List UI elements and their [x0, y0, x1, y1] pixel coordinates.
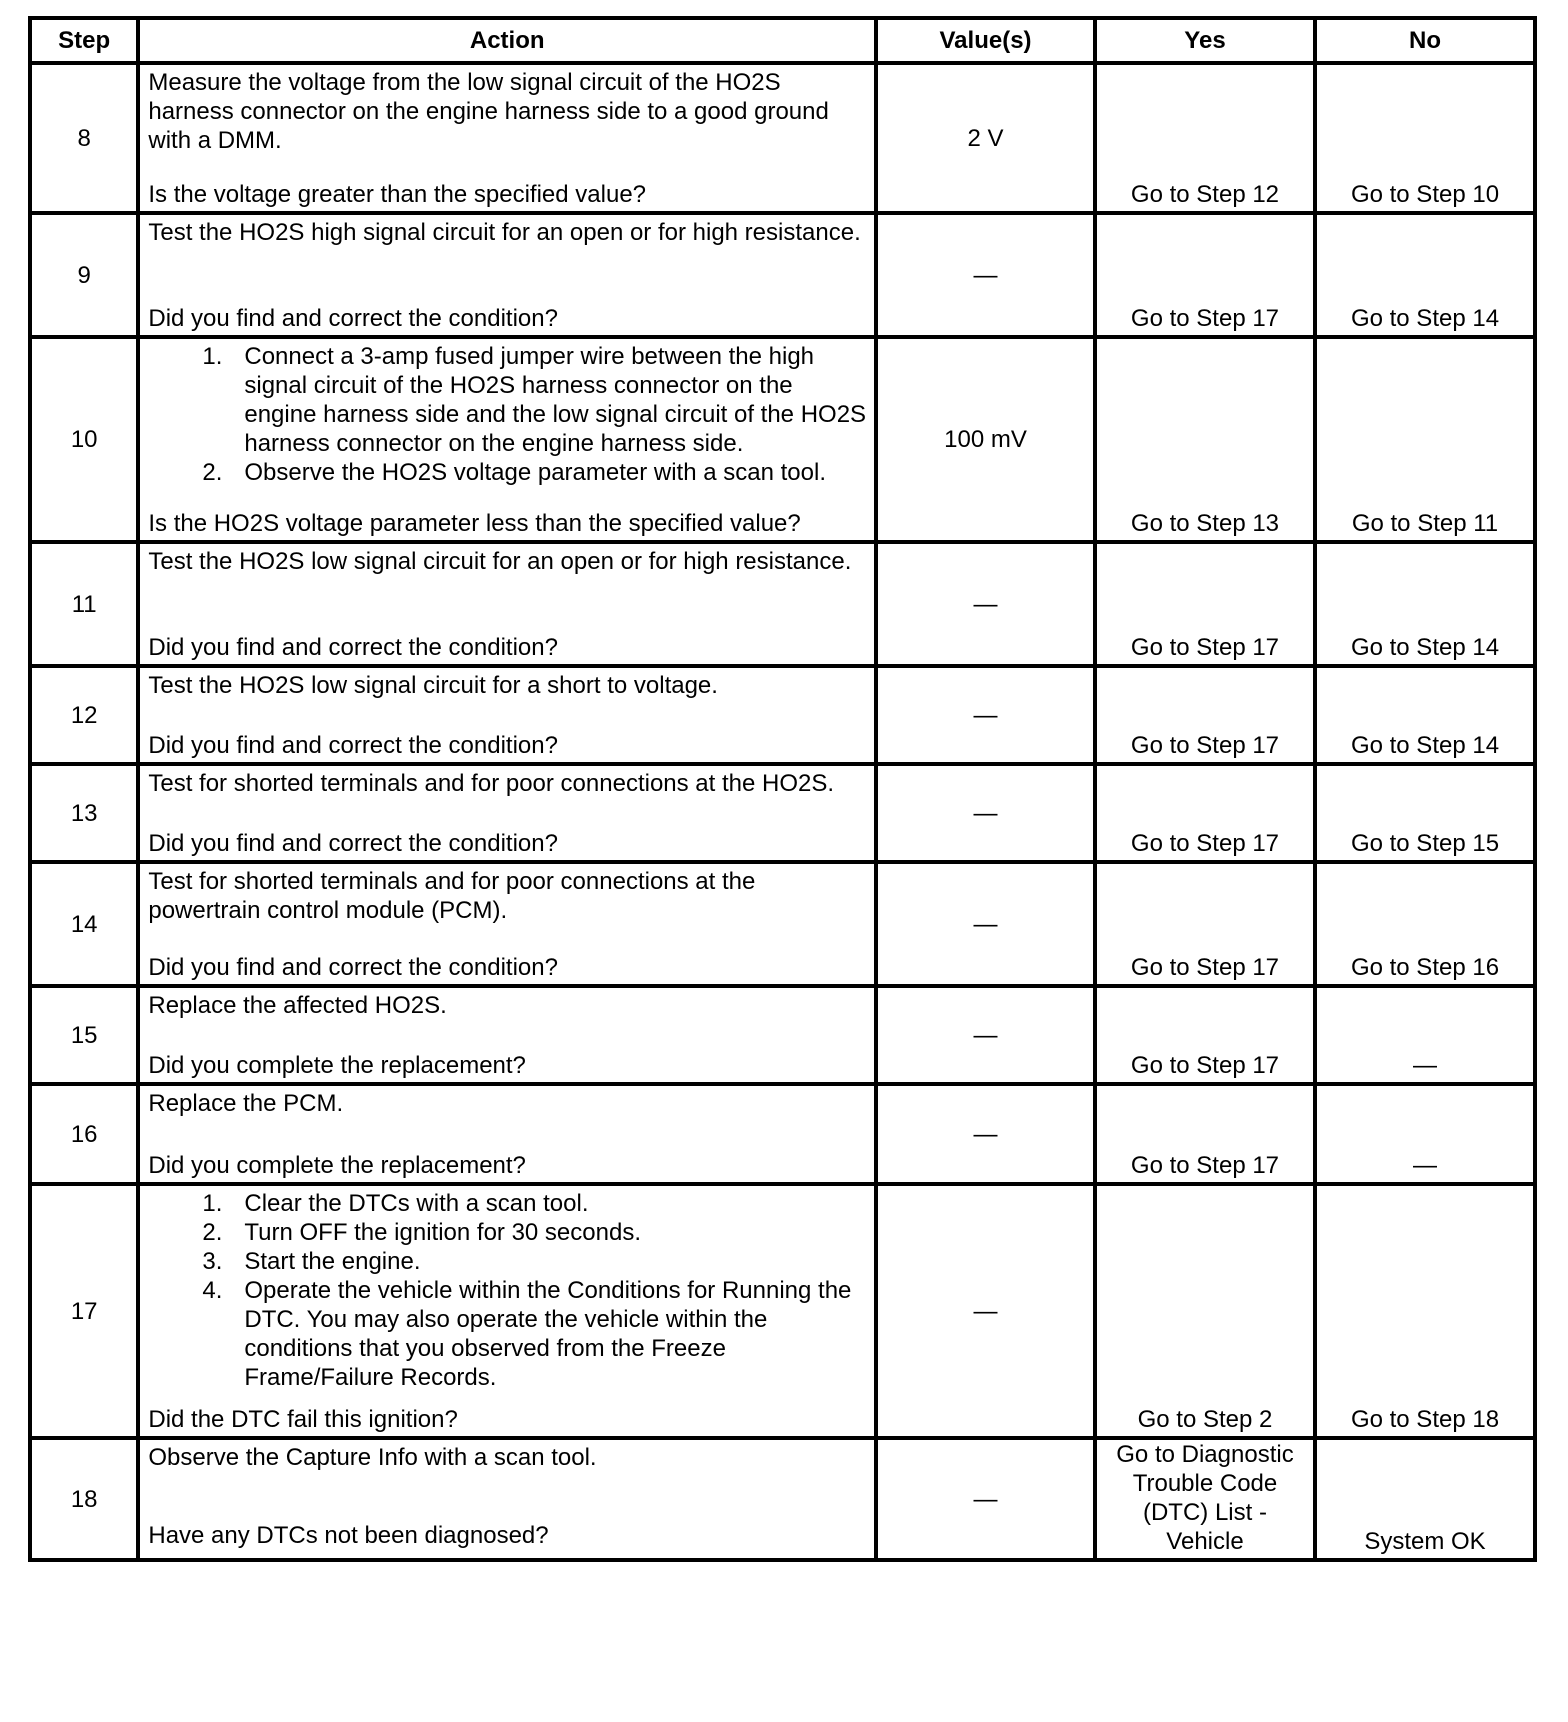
no-outcome: System OK: [1315, 1438, 1535, 1560]
action-question: Did you complete the replacement?: [148, 1052, 526, 1079]
yes-outcome-line: Vehicle: [1166, 1528, 1244, 1555]
action-cell: [138, 542, 876, 666]
yes-outcome: [1095, 1438, 1315, 1560]
action-step-number: 3.: [202, 1248, 223, 1275]
action-instruction: Replace the affected HO2S.: [148, 992, 447, 1019]
step-number: 15: [30, 986, 138, 1084]
yes-outcome: Go to Step 12: [1095, 63, 1315, 213]
action-instruction: Test the HO2S high signal circuit for an open or for high resistance.: [148, 219, 861, 246]
value-cell: —: [876, 1184, 1095, 1438]
table-row: [30, 213, 1535, 337]
no-outcome: Go to Step 14: [1315, 666, 1535, 764]
value-cell: —: [876, 213, 1095, 337]
action-question: Did you find and correct the condition?: [148, 732, 558, 759]
action-step-number: 1.: [202, 1190, 223, 1217]
action-cell: [138, 337, 876, 542]
yes-outcome: Go to Step 2: [1095, 1184, 1315, 1438]
action-instruction: Test the HO2S low signal circuit for an open or for high resistance.: [148, 548, 852, 575]
value-cell: —: [876, 986, 1095, 1084]
no-outcome: —: [1315, 986, 1535, 1084]
yes-outcome-line: Go to Diagnostic: [1116, 1441, 1294, 1468]
action-step-item: [140, 1247, 866, 1276]
action-step-text: Start the engine.: [244, 1248, 421, 1275]
action-step-item: [140, 1276, 866, 1392]
action-step-item: [140, 1189, 866, 1218]
action-cell: [138, 1084, 876, 1184]
value-cell: 100 mV: [876, 337, 1095, 542]
step-number: 10: [30, 337, 138, 542]
table-row: [30, 1438, 1535, 1560]
action-step-text: Operate the vehicle within the Conditions for Running the DTC. You may also operate the vehicle within the conditions that you observed from the Freeze Frame/Failure Records.: [244, 1277, 852, 1391]
action-instruction: Measure the voltage from the low signal circuit of the HO2S harness connector on the engine harness side to a good ground with a DMM.: [148, 69, 829, 154]
action-question: Did you complete the replacement?: [148, 1152, 526, 1179]
table-row: [30, 63, 1535, 213]
yes-outcome: Go to Step 17: [1095, 666, 1315, 764]
action-question: Is the voltage greater than the specified value?: [148, 181, 647, 208]
action-instruction: Test for shorted terminals and for poor connections at the HO2S.: [148, 770, 835, 797]
value-cell: —: [876, 1438, 1095, 1560]
no-outcome: —: [1315, 1084, 1535, 1184]
header-action: Action: [138, 18, 876, 63]
step-number: 9: [30, 213, 138, 337]
action-step-number: 1.: [202, 343, 223, 370]
value-cell: —: [876, 1084, 1095, 1184]
action-cell: [138, 764, 876, 862]
diagnostic-table-page: [28, 16, 1537, 1562]
value-cell: —: [876, 764, 1095, 862]
action-question: Did you find and correct the condition?: [148, 830, 558, 857]
action-steps-list: [140, 1186, 874, 1392]
yes-outcome: Go to Step 17: [1095, 986, 1315, 1084]
step-number: 18: [30, 1438, 138, 1560]
yes-outcome: Go to Step 17: [1095, 764, 1315, 862]
action-instruction: Observe the Capture Info with a scan tool.: [148, 1444, 597, 1471]
header-yes: Yes: [1095, 18, 1315, 63]
no-outcome: Go to Step 18: [1315, 1184, 1535, 1438]
header-values: Value(s): [876, 18, 1095, 63]
step-number: 14: [30, 862, 138, 986]
action-instruction: Test for shorted terminals and for poor connections at the powertrain control module (PCM).: [148, 868, 756, 924]
action-step-item: [140, 458, 866, 487]
yes-outcome-line: (DTC) List -: [1142, 1499, 1267, 1526]
action-instruction: Test the HO2S low signal circuit for a short to voltage.: [148, 672, 718, 699]
action-cell: [138, 1184, 876, 1438]
table-row: [30, 764, 1535, 862]
table-row: [30, 986, 1535, 1084]
action-steps-list: [140, 339, 874, 487]
action-instruction: Replace the PCM.: [148, 1090, 344, 1117]
no-outcome: Go to Step 16: [1315, 862, 1535, 986]
no-outcome: Go to Step 14: [1315, 542, 1535, 666]
no-outcome: Go to Step 14: [1315, 213, 1535, 337]
step-number: 16: [30, 1084, 138, 1184]
no-outcome: Go to Step 15: [1315, 764, 1535, 862]
value-cell: —: [876, 542, 1095, 666]
action-cell: [138, 1438, 876, 1560]
action-question: Have any DTCs not been diagnosed?: [148, 1522, 549, 1549]
table-row: [30, 1084, 1535, 1184]
step-number: 13: [30, 764, 138, 862]
action-step-item: [140, 1218, 866, 1247]
yes-outcome: Go to Step 17: [1095, 542, 1315, 666]
diagnostic-steps-table: [28, 16, 1537, 1562]
no-outcome: Go to Step 10: [1315, 63, 1535, 213]
action-step-number: 2.: [202, 459, 223, 486]
table-row: [30, 337, 1535, 542]
action-step-text: Connect a 3-amp fused jumper wire between the high signal circuit of the HO2S harness connector on the engine harness side and the low signal circuit of the HO2S harness connector on the engine harness side.: [244, 343, 867, 457]
header-step: Step: [30, 18, 138, 63]
step-number: 11: [30, 542, 138, 666]
action-step-text: Turn OFF the ignition for 30 seconds.: [244, 1219, 641, 1246]
action-step-item: [140, 342, 866, 458]
yes-outcome: Go to Step 13: [1095, 337, 1315, 542]
action-question: Is the HO2S voltage parameter less than the specified value?: [148, 510, 801, 537]
yes-outcome: Go to Step 17: [1095, 1084, 1315, 1184]
value-cell: —: [876, 862, 1095, 986]
action-step-number: 2.: [202, 1219, 223, 1246]
no-outcome: Go to Step 11: [1315, 337, 1535, 542]
action-question: Did you find and correct the condition?: [148, 305, 558, 332]
yes-outcome-line: Trouble Code: [1132, 1470, 1278, 1497]
action-cell: [138, 666, 876, 764]
table-row: [30, 862, 1535, 986]
action-question: Did you find and correct the condition?: [148, 954, 558, 981]
action-step-number: 4.: [202, 1277, 223, 1304]
step-number: 12: [30, 666, 138, 764]
action-step-text: Clear the DTCs with a scan tool.: [244, 1190, 589, 1217]
table-row: [30, 666, 1535, 764]
table-header-row: [30, 18, 1535, 63]
value-cell: 2 V: [876, 63, 1095, 213]
action-cell: [138, 63, 876, 213]
table-row: [30, 1184, 1535, 1438]
yes-outcome: Go to Step 17: [1095, 862, 1315, 986]
action-question: Did the DTC fail this ignition?: [148, 1406, 458, 1433]
header-no: No: [1315, 18, 1535, 63]
table-row: [30, 542, 1535, 666]
action-cell: [138, 862, 876, 986]
action-step-text: Observe the HO2S voltage parameter with a scan tool.: [244, 459, 826, 486]
value-cell: —: [876, 666, 1095, 764]
action-cell: [138, 213, 876, 337]
yes-outcome: Go to Step 17: [1095, 213, 1315, 337]
step-number: 17: [30, 1184, 138, 1438]
action-question: Did you find and correct the condition?: [148, 634, 558, 661]
action-cell: [138, 986, 876, 1084]
step-number: 8: [30, 63, 138, 213]
